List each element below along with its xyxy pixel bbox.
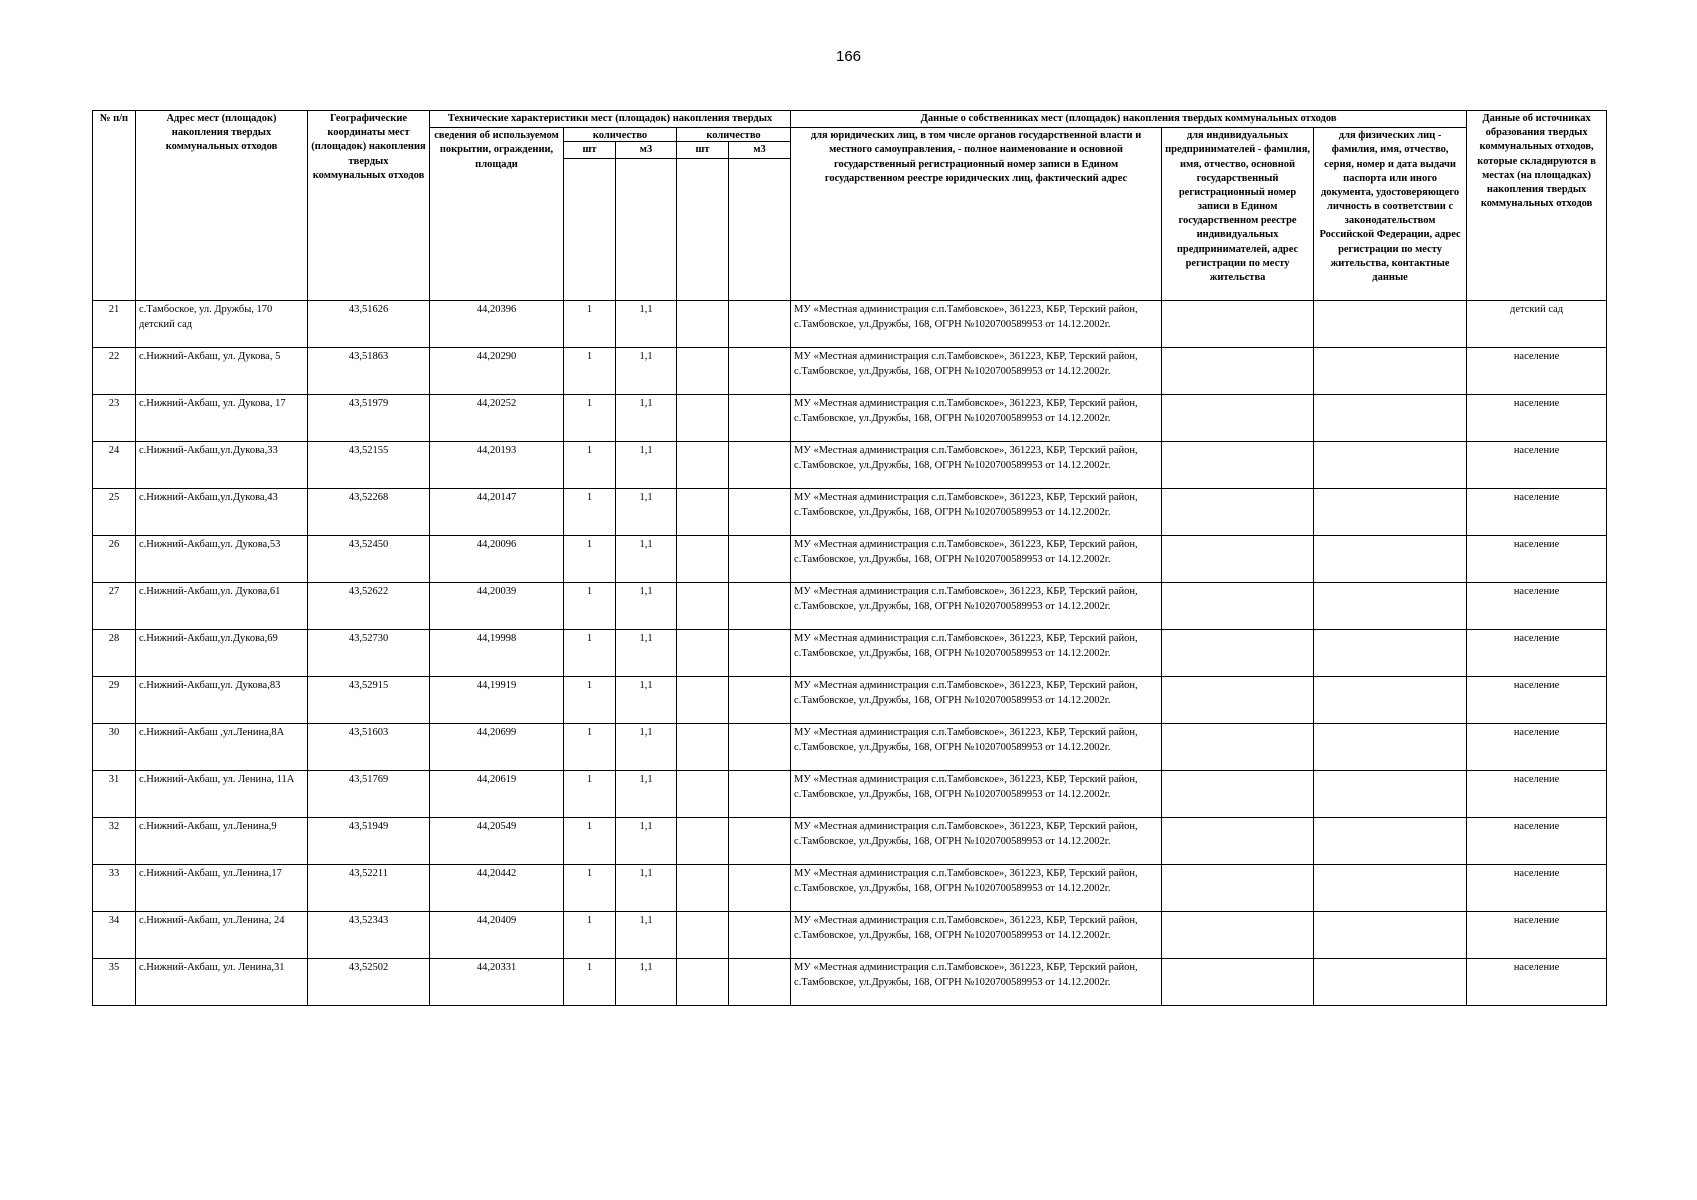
row-owner-legal: МУ «Местная администрация с.п.Тамбовское», 361223, КБР, Терский район, с.Тамбовское, ул.Дружбы, 168, ОГРН №1020700589953 от 14.12.2002г.: [791, 442, 1162, 489]
row-longitude: 44,20409: [430, 912, 564, 959]
table-row: [93, 818, 1607, 865]
row-planned-volume: [729, 771, 791, 818]
row-planned-volume: [729, 489, 791, 536]
row-container-count: 1: [564, 724, 616, 771]
row-owner-entrepreneur: [1162, 536, 1314, 583]
row-owner-legal: МУ «Местная администрация с.п.Тамбовское», 361223, КБР, Терский район, с.Тамбовское, ул.Дружбы, 168, ОГРН №1020700589953 от 14.12.2002г.: [791, 771, 1162, 818]
header-unit-pcs: шт: [564, 142, 616, 159]
row-owner-individual: [1314, 348, 1467, 395]
row-planned-volume: [729, 724, 791, 771]
row-owner-entrepreneur: [1162, 771, 1314, 818]
row-latitude: 43,51979: [308, 395, 430, 442]
row-owner-legal: МУ «Местная администрация с.п.Тамбовское», 361223, КБР, Терский район, с.Тамбовское, ул.Дружбы, 168, ОГРН №1020700589953 от 14.12.2002г.: [791, 724, 1162, 771]
page-number: 166: [835, 48, 862, 65]
header-address: Адрес мест (площадок) накопления твердых коммунальных отходов: [136, 111, 308, 301]
row-owner-entrepreneur: [1162, 912, 1314, 959]
row-number: 25: [93, 489, 136, 536]
row-planned-volume: [729, 912, 791, 959]
header-num: № п/п: [93, 111, 136, 301]
row-address: с.Нижний-Акбаш, ул. Дукова, 17: [136, 395, 308, 442]
row-owner-individual: [1314, 818, 1467, 865]
row-number: 27: [93, 583, 136, 630]
row-number: 28: [93, 630, 136, 677]
row-owner-entrepreneur: [1162, 818, 1314, 865]
row-container-volume: 1,1: [616, 583, 677, 630]
row-address: с.Нижний-Акбаш,ул. Дукова,53: [136, 536, 308, 583]
table-row: [93, 677, 1607, 724]
row-planned-count: [677, 959, 729, 1006]
header-tech: [430, 111, 791, 128]
row-latitude: 43,52211: [308, 865, 430, 912]
row-latitude: 43,51626: [308, 301, 430, 348]
header-surface: сведения об используемом покрытии, ограждении, площади: [430, 128, 564, 301]
row-owner-individual: [1314, 583, 1467, 630]
row-container-volume: 1,1: [616, 442, 677, 489]
row-owner-legal: МУ «Местная администрация с.п.Тамбовское», 361223, КБР, Терский район, с.Тамбовское, ул.Дружбы, 168, ОГРН №1020700589953 от 14.12.2002г.: [791, 959, 1162, 1006]
header-count-placed: [564, 128, 677, 142]
header-unit-m3: м3: [616, 142, 677, 159]
row-owner-legal: МУ «Местная администрация с.п.Тамбовское», 361223, КБР, Терский район, с.Тамбовское, ул.Дружбы, 168, ОГРН №1020700589953 от 14.12.2002г.: [791, 630, 1162, 677]
row-planned-volume: [729, 865, 791, 912]
row-owner-legal: МУ «Местная администрация с.п.Тамбовское», 361223, КБР, Терский район, с.Тамбовское, ул.Дружбы, 168, ОГРН №1020700589953 от 14.12.2002г.: [791, 912, 1162, 959]
row-owner-entrepreneur: [1162, 630, 1314, 677]
row-owner-entrepreneur: [1162, 724, 1314, 771]
row-address: с.Нижний-Акбаш ,ул.Ленина,8А: [136, 724, 308, 771]
row-owner-entrepreneur: [1162, 677, 1314, 724]
row-owner-entrepreneur: [1162, 442, 1314, 489]
row-owner-individual: [1314, 442, 1467, 489]
row-container-count: 1: [564, 818, 616, 865]
row-address: с.Нижний-Акбаш,ул. Дукова,83: [136, 677, 308, 724]
row-planned-count: [677, 677, 729, 724]
row-longitude: 44,20252: [430, 395, 564, 442]
table-row: [93, 489, 1607, 536]
row-address: с.Нижний-Акбаш, ул. Дукова, 5: [136, 348, 308, 395]
row-waste-source: население: [1467, 959, 1607, 1006]
row-latitude: 43,51949: [308, 818, 430, 865]
row-owner-entrepreneur: [1162, 395, 1314, 442]
row-container-count: 1: [564, 536, 616, 583]
row-waste-source: население: [1467, 630, 1607, 677]
row-owner-individual: [1314, 395, 1467, 442]
row-planned-count: [677, 865, 729, 912]
header-sources: Данные об источниках образования твердых коммунальных отходов, которые складируются в местах (на площадках) накопления твердых коммунальных отходов: [1467, 111, 1607, 301]
row-address: с.Тамбоское, ул. Дружбы, 170 детский сад: [136, 301, 308, 348]
row-latitude: 43,52730: [308, 630, 430, 677]
row-planned-count: [677, 630, 729, 677]
row-address: с.Нижний-Акбаш, ул.Ленина, 24: [136, 912, 308, 959]
row-owner-entrepreneur: [1162, 348, 1314, 395]
row-latitude: 43,52343: [308, 912, 430, 959]
row-waste-source: население: [1467, 583, 1607, 630]
row-container-count: 1: [564, 771, 616, 818]
row-address: с.Нижний-Акбаш,ул.Дукова,69: [136, 630, 308, 677]
table-row: [93, 536, 1607, 583]
table-row: [93, 771, 1607, 818]
row-container-volume: 1,1: [616, 724, 677, 771]
row-container-count: 1: [564, 959, 616, 1006]
row-planned-volume: [729, 818, 791, 865]
row-container-count: 1: [564, 865, 616, 912]
row-latitude: 43,52155: [308, 442, 430, 489]
row-number: 22: [93, 348, 136, 395]
row-container-volume: 1,1: [616, 536, 677, 583]
row-planned-volume: [729, 583, 791, 630]
row-owner-entrepreneur: [1162, 489, 1314, 536]
row-container-count: 1: [564, 677, 616, 724]
row-planned-volume: [729, 301, 791, 348]
row-waste-source: население: [1467, 348, 1607, 395]
row-longitude: 44,20549: [430, 818, 564, 865]
header-unit-pcs-2: шт: [677, 142, 729, 159]
row-address: с.Нижний-Акбаш, ул. Ленина,31: [136, 959, 308, 1006]
row-planned-count: [677, 301, 729, 348]
row-longitude: 44,19998: [430, 630, 564, 677]
row-container-volume: 1,1: [616, 959, 677, 1006]
row-number: 21: [93, 301, 136, 348]
row-container-count: 1: [564, 912, 616, 959]
header-entrepreneurs: для индивидуальных предпринимателей - фамилия, имя, отчество, основной государственный регистрационный номер записи в Едином государственном реестре индивидуальных предпринимателей, адрес регистрации по месту жительства: [1162, 128, 1314, 301]
row-planned-count: [677, 583, 729, 630]
row-owner-individual: [1314, 912, 1467, 959]
row-planned-volume: [729, 348, 791, 395]
row-waste-source: население: [1467, 395, 1607, 442]
row-planned-volume: [729, 630, 791, 677]
row-planned-count: [677, 912, 729, 959]
row-owner-individual: [1314, 771, 1467, 818]
table-body: [93, 301, 1607, 1006]
row-container-count: 1: [564, 630, 616, 677]
row-planned-count: [677, 771, 729, 818]
row-owner-individual: [1314, 301, 1467, 348]
row-waste-source: население: [1467, 865, 1607, 912]
row-longitude: 44,20699: [430, 724, 564, 771]
row-owner-legal: МУ «Местная администрация с.п.Тамбовское», 361223, КБР, Терский район, с.Тамбовское, ул.Дружбы, 168, ОГРН №1020700589953 от 14.12.2002г.: [791, 865, 1162, 912]
row-owner-individual: [1314, 959, 1467, 1006]
table-row: [93, 583, 1607, 630]
row-longitude: 44,20039: [430, 583, 564, 630]
row-owner-legal: МУ «Местная администрация с.п.Тамбовское», 361223, КБР, Терский район, с.Тамбовское, ул.Дружбы, 168, ОГРН №1020700589953 от 14.12.2002г.: [791, 395, 1162, 442]
row-container-count: 1: [564, 489, 616, 536]
header-unit-m3-2: м3: [729, 142, 791, 159]
row-waste-source: население: [1467, 442, 1607, 489]
row-owner-entrepreneur: [1162, 959, 1314, 1006]
row-number: 24: [93, 442, 136, 489]
row-owner-legal: МУ «Местная администрация с.п.Тамбовское», 361223, КБР, Терский район, с.Тамбовское, ул.Дружбы, 168, ОГРН №1020700589953 от 14.12.2002г.: [791, 818, 1162, 865]
row-planned-count: [677, 442, 729, 489]
row-owner-legal: МУ «Местная администрация с.п.Тамбовское», 361223, КБР, Терский район, с.Тамбовское, ул.Дружбы, 168, ОГРН №1020700589953 от 14.12.2002г.: [791, 583, 1162, 630]
row-waste-source: детский сад: [1467, 301, 1607, 348]
table-row: [93, 301, 1607, 348]
table-row: [93, 348, 1607, 395]
row-address: с.Нижний-Акбаш,ул.Дукова,43: [136, 489, 308, 536]
header-spacer: [677, 159, 729, 301]
row-owner-legal: МУ «Местная администрация с.п.Тамбовское», 361223, КБР, Терский район, с.Тамбовское, ул.Дружбы, 168, ОГРН №1020700589953 от 14.12.2002г.: [791, 301, 1162, 348]
table-row: [93, 630, 1607, 677]
row-container-volume: 1,1: [616, 912, 677, 959]
header-count-planned-text: количество: [706, 130, 761, 141]
row-owner-entrepreneur: [1162, 583, 1314, 630]
row-container-volume: 1,1: [616, 489, 677, 536]
row-owner-entrepreneur: [1162, 301, 1314, 348]
row-latitude: 43,52268: [308, 489, 430, 536]
row-owner-individual: [1314, 677, 1467, 724]
row-latitude: 43,51603: [308, 724, 430, 771]
row-waste-source: население: [1467, 724, 1607, 771]
table-row: [93, 865, 1607, 912]
header-count-planned: [677, 128, 791, 142]
row-number: 35: [93, 959, 136, 1006]
row-planned-count: [677, 395, 729, 442]
row-container-volume: 1,1: [616, 301, 677, 348]
row-address: с.Нижний-Акбаш,ул.Дукова,33: [136, 442, 308, 489]
row-planned-count: [677, 818, 729, 865]
row-planned-volume: [729, 442, 791, 489]
row-waste-source: население: [1467, 536, 1607, 583]
row-longitude: 44,20331: [430, 959, 564, 1006]
row-number: 23: [93, 395, 136, 442]
row-number: 29: [93, 677, 136, 724]
row-latitude: 43,51863: [308, 348, 430, 395]
header-spacer: [564, 159, 616, 301]
header-coords: Географические координаты мест (площадок) накопления твердых коммунальных отходов: [308, 111, 430, 301]
row-container-volume: 1,1: [616, 818, 677, 865]
table-row: [93, 959, 1607, 1006]
row-planned-volume: [729, 677, 791, 724]
row-container-volume: 1,1: [616, 677, 677, 724]
waste-sites-table: [92, 110, 1607, 1006]
row-longitude: 44,20290: [430, 348, 564, 395]
row-container-count: 1: [564, 442, 616, 489]
table-row: [93, 912, 1607, 959]
row-planned-count: [677, 489, 729, 536]
row-latitude: 43,52502: [308, 959, 430, 1006]
row-waste-source: население: [1467, 489, 1607, 536]
header-owners: Данные о собственниках мест (площадок) накопления твердых коммунальных отходов: [791, 111, 1467, 128]
row-number: 34: [93, 912, 136, 959]
row-container-volume: 1,1: [616, 395, 677, 442]
row-waste-source: население: [1467, 771, 1607, 818]
header-spacer: [729, 159, 791, 301]
row-address: с.Нижний-Акбаш,ул. Дукова,61: [136, 583, 308, 630]
row-owner-legal: МУ «Местная администрация с.п.Тамбовское», 361223, КБР, Терский район, с.Тамбовское, ул.Дружбы, 168, ОГРН №1020700589953 от 14.12.2002г.: [791, 536, 1162, 583]
table-row: [93, 395, 1607, 442]
row-waste-source: население: [1467, 677, 1607, 724]
header-legal: для юридических лиц, в том числе органов государственной власти и местного самоуправления, - полное наименование и основной государственный регистрационный номер записи в Едином государственном реестре юридических лиц, фактический адрес: [791, 128, 1162, 301]
row-longitude: 44,20442: [430, 865, 564, 912]
row-owner-individual: [1314, 865, 1467, 912]
row-longitude: 44,20396: [430, 301, 564, 348]
row-address: с.Нижний-Акбаш, ул. Ленина, 11А: [136, 771, 308, 818]
row-address: с.Нижний-Акбаш, ул.Ленина,17: [136, 865, 308, 912]
row-number: 26: [93, 536, 136, 583]
row-waste-source: население: [1467, 818, 1607, 865]
row-owner-legal: МУ «Местная администрация с.п.Тамбовское», 361223, КБР, Терский район, с.Тамбовское, ул.Дружбы, 168, ОГРН №1020700589953 от 14.12.2002г.: [791, 677, 1162, 724]
row-longitude: 44,20147: [430, 489, 564, 536]
row-number: 32: [93, 818, 136, 865]
header-spacer: [616, 159, 677, 301]
header-individuals: для физических лиц - фамилия, имя, отчество, серия, номер и дата выдачи паспорта или иного документа, удостоверяющего личность в соответствии с законодательством Российской Федерации, адрес регистрации по месту жительства, контактные данные: [1314, 128, 1467, 301]
row-owner-individual: [1314, 630, 1467, 677]
row-planned-volume: [729, 395, 791, 442]
row-latitude: 43,51769: [308, 771, 430, 818]
row-planned-count: [677, 724, 729, 771]
row-container-volume: 1,1: [616, 630, 677, 677]
row-container-count: 1: [564, 301, 616, 348]
row-longitude: 44,20193: [430, 442, 564, 489]
row-container-count: 1: [564, 395, 616, 442]
row-latitude: 43,52450: [308, 536, 430, 583]
row-container-volume: 1,1: [616, 771, 677, 818]
row-address: с.Нижний-Акбаш, ул.Ленина,9: [136, 818, 308, 865]
row-container-volume: 1,1: [616, 348, 677, 395]
row-owner-legal: МУ «Местная администрация с.п.Тамбовское», 361223, КБР, Терский район, с.Тамбовское, ул.Дружбы, 168, ОГРН №1020700589953 от 14.12.2002г.: [791, 348, 1162, 395]
row-waste-source: население: [1467, 912, 1607, 959]
row-owner-legal: МУ «Местная администрация с.п.Тамбовское», 361223, КБР, Терский район, с.Тамбовское, ул.Дружбы, 168, ОГРН №1020700589953 от 14.12.2002г.: [791, 489, 1162, 536]
row-planned-volume: [729, 959, 791, 1006]
row-longitude: 44,20096: [430, 536, 564, 583]
row-container-count: 1: [564, 348, 616, 395]
row-longitude: 44,20619: [430, 771, 564, 818]
row-longitude: 44,19919: [430, 677, 564, 724]
row-owner-individual: [1314, 536, 1467, 583]
row-number: 33: [93, 865, 136, 912]
row-planned-volume: [729, 536, 791, 583]
row-container-count: 1: [564, 583, 616, 630]
row-container-volume: 1,1: [616, 865, 677, 912]
row-latitude: 43,52915: [308, 677, 430, 724]
row-latitude: 43,52622: [308, 583, 430, 630]
header-count-placed-text: количество: [592, 130, 648, 141]
row-owner-entrepreneur: [1162, 865, 1314, 912]
table-row: [93, 724, 1607, 771]
row-planned-count: [677, 348, 729, 395]
header-tech-text: Технические характеристики мест (площадок) накопления твердых: [447, 113, 773, 123]
row-owner-individual: [1314, 489, 1467, 536]
row-number: 31: [93, 771, 136, 818]
row-planned-count: [677, 536, 729, 583]
row-number: 30: [93, 724, 136, 771]
table-row: [93, 442, 1607, 489]
row-owner-individual: [1314, 724, 1467, 771]
